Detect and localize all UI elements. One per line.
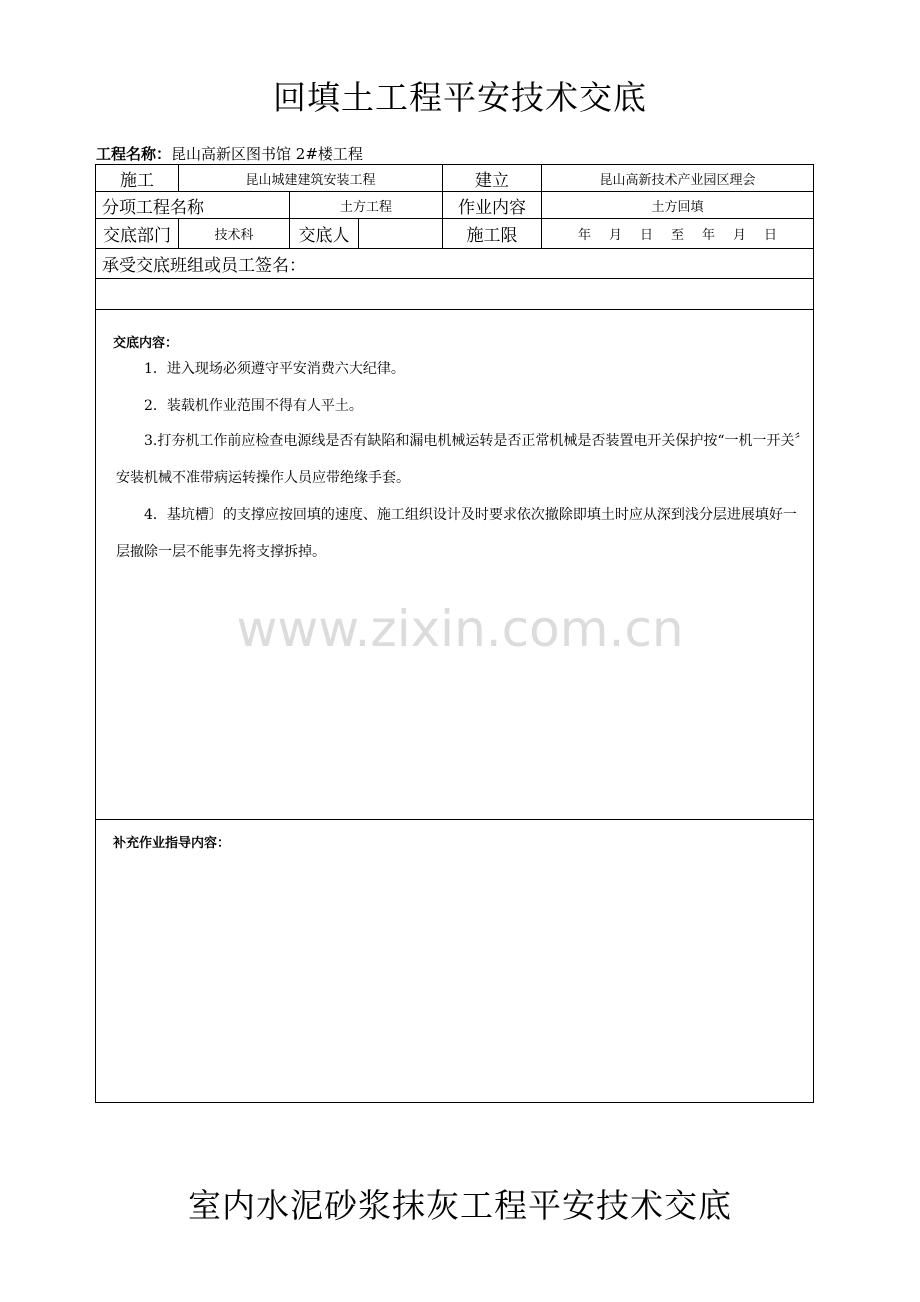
signature-field	[96, 279, 814, 310]
construction-label: 施工	[96, 165, 179, 192]
content-section	[95, 310, 814, 820]
date-month: 月	[608, 228, 622, 243]
table-row	[96, 279, 814, 310]
date-day: 日	[639, 228, 653, 243]
project-name-label: 工程名称：	[96, 145, 172, 163]
project-name-line	[96, 143, 363, 164]
table-row	[96, 219, 814, 249]
project-name-value: 昆山高新区图书馆 2#楼工程	[171, 145, 363, 163]
document-title: 回填土工程平安技术交底	[273, 78, 647, 117]
supplement-section	[95, 820, 814, 1103]
info-table	[95, 164, 814, 310]
department-value: 技术科	[179, 219, 290, 249]
table-row	[96, 165, 814, 192]
subproject-value: 土方工程	[290, 192, 443, 219]
date-month: 月	[733, 228, 747, 243]
supplement-heading: 补充作业指导内容：	[113, 836, 231, 851]
construction-period-value	[542, 219, 814, 249]
date-year: 年	[702, 228, 716, 243]
construction-value: 昆山城建建筑安装工程	[179, 165, 443, 192]
department-label: 交底部门	[96, 219, 179, 249]
supervision-label: 建立	[443, 165, 542, 192]
supervision-value: 昆山高新技术产业园区理会	[542, 165, 814, 192]
content-item: 1．进入现场必须遵守平安消费六大纪律。	[144, 361, 405, 377]
table-row	[96, 192, 814, 219]
date-year: 年	[577, 228, 591, 243]
date-day: 日	[764, 228, 778, 243]
table-row	[96, 249, 814, 279]
subproject-label: 分项工程名称	[96, 192, 290, 219]
signature-label: 承受交底班组或员工签名：	[96, 249, 814, 279]
briefer-label: 交底人	[290, 219, 359, 249]
next-document-title: 室内水泥砂浆抹灰工程平安技术交底	[188, 1186, 732, 1225]
content-item: 2．装载机作业范围不得有人平土。	[144, 398, 363, 414]
briefer-value	[359, 219, 443, 249]
construction-period-label: 施工限	[443, 219, 542, 249]
content-heading: 交底内容：	[113, 336, 179, 351]
content-item: 4．基坑槽〕的支撑应按回填的速度、施工组织设计及时要求依次撤除即填土时应从深到浅分层进展填好一层撤除一层不能事先将支撑拆掉。	[116, 507, 797, 560]
content-item: 3.打夯机工作前应检查电源线是否有缺陷和漏电机械运转是否正常机械是否装置电开关保护按“一机一开关〞安装机械不准带病运转操作人员应带绝缘手套。	[116, 433, 802, 486]
watermark: www.zixin.com.cn	[236, 600, 684, 658]
date-to: 至	[670, 228, 684, 243]
work-content-label: 作业内容	[443, 192, 542, 219]
work-content-value: 土方回填	[542, 192, 814, 219]
